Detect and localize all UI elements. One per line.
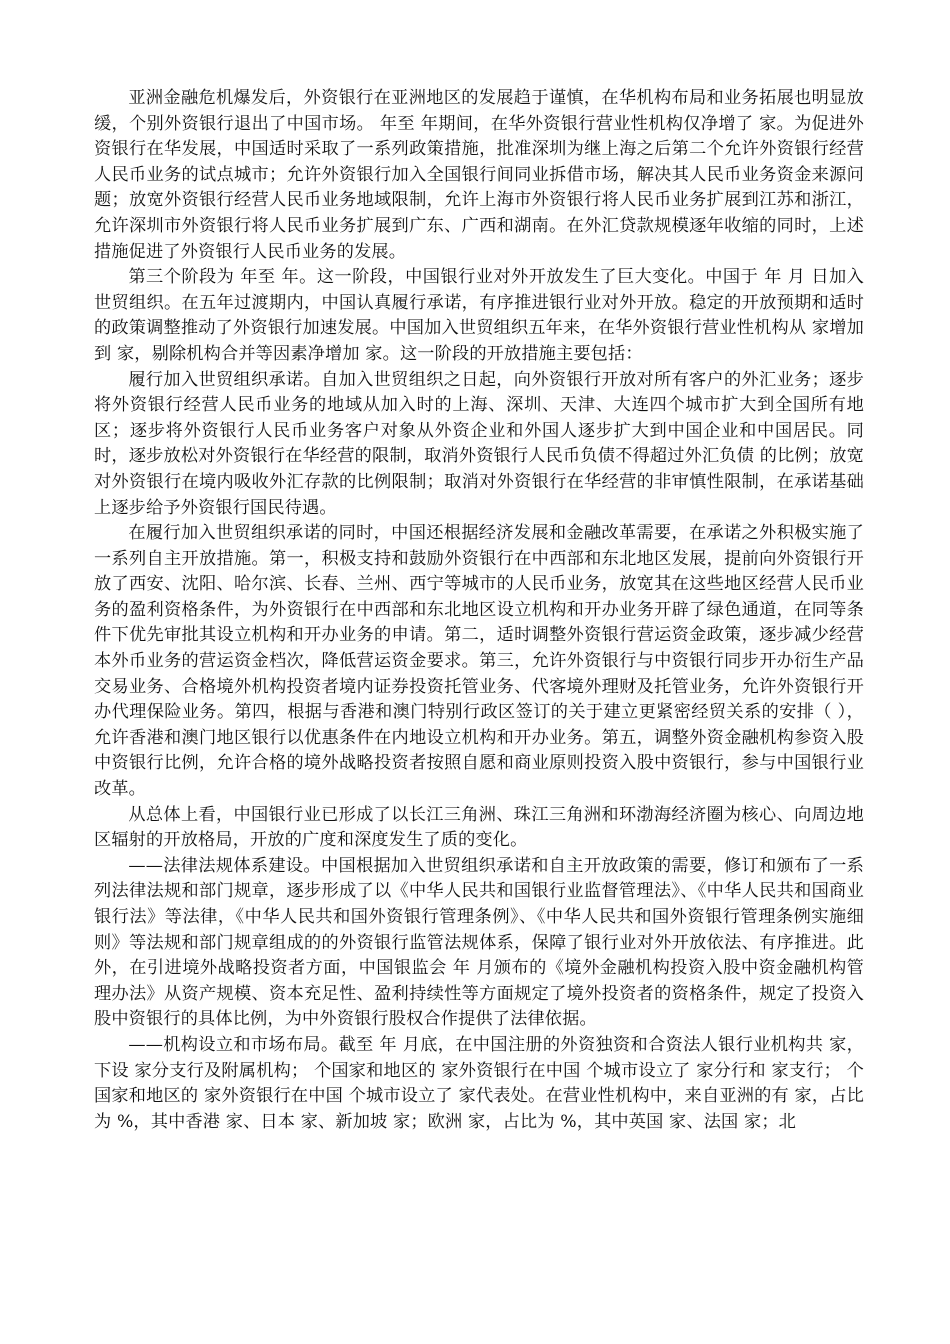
paragraph-legal-framework: ——法律法规体系建设。中国根据加入世贸组织承诺和自主开放政策的需要，修订和颁布了一系列法律法规和部门规章，逐步形成了以《中华人民共和国银行业监督管理法》、《中华人民共和国商业银行法》等法律，《中华人民共和国外资银行管理条例》、《中华人民共和国外资银行管理条例实施细则》等法规和部门规章组成的的外资银行监管法规体系，保障了银行业对外开放依法、有序推进。此外，在引进境外战略投资者方面，中国银监会 年 月颁布的《境外金融机构投资入股中资金融机构管理办法》从资产规模、资本充足性、盈利持续性等方面规定了境外投资者的资格条件，规定了投资入股中资银行的具体比例，为中外资银行股权合作提供了法律依据。 (94, 855, 864, 1030)
paragraph-wto-commitments: 履行加入世贸组织承诺。自加入世贸组织之日起，向外资银行开放对所有客户的外汇业务；逐步将外资银行经营人民币业务的地域从加入时的上海、深圳、天津、大连四个城市扩大到全国所有地区；逐步将外资银行人民币业务客户对象从外资企业和外国人逐步扩大到中国企业和中国居民。同时，逐步放松对外资银行在华经营的限制，取消外资银行人民币负债不得超过外汇负债 的比例；放宽对外资银行在境内吸收外汇存款的比例限制；取消对外资银行在华经营的非审慎性限制，在承诺基础上逐步给予外资银行国民待遇。 (94, 369, 864, 518)
paragraph-autonomous-measures: 在履行加入世贸组织承诺的同时，中国还根据经济发展和金融改革需要，在承诺之外积极实施了一系列自主开放措施。第一，积极支持和鼓励外资银行在中西部和东北地区发展，提前向外资银行开放了西安、沈阳、哈尔滨、长春、兰州、西宁等城市的人民币业务，放宽其在这些地区经营人民币业务的盈利资格条件，为外资银行在中西部和东北地区设立机构和开办业务开辟了绿色通道，在同等条件下优先审批其设立机构和开办业务的申请。第二，适时调整外资银行营运资金政策，逐步减少经营本外币业务的营运资金档次，降低营运资金要求。第三，允许外资银行与中资银行同步开办衍生产品交易业务、合格境外机构投资者境内证券投资托管业务、代客境外理财及托管业务，允许外资银行开办代理保险业务。第四，根据与香港和澳门特别行政区签订的关于建立更紧密经贸关系的安排（ ），允许香港和澳门地区银行以优惠条件在内地设立机构和开办业务。第五，调整外资金融机构参资入股中资银行比例，允许合格的境外战略投资者按照自愿和商业原则投资入股中资银行，参与中国银行业改革。 (94, 523, 864, 800)
paragraph-asian-crisis: 亚洲金融危机爆发后，外资银行在亚洲地区的发展趋于谨慎，在华机构布局和业务拓展也明显放缓，个别外资银行退出了中国市场。 年至 年期间，在华外资银行营业性机构仅净增了 家。为促进外资银行在华发展，中国适时采取了一系列政策措施，批准深圳为继上海之后第二个允许外资银行经营人民币业务的试点城市；允许外资银行加入全国银行间同业拆借市场，解决其人民币业务资金来源问题；放宽外资银行经营人民币业务地域限制，允许上海市外资银行将人民币业务扩展到江苏和浙江，允许深圳市外资银行将人民币业务扩展到广东、广西和湖南。在外汇贷款规模逐年收缩的同时，上述措施促进了外资银行人民币业务的发展。 (94, 88, 864, 262)
document-page (94, 86, 864, 1135)
paragraph-third-stage: 第三个阶段为 年至 年。这一阶段，中国银行业对外开放发生了巨大变化。中国于 年 月 日加入世贸组织。在五年过渡期内，中国认真履行承诺，有序推进银行业对外开放。稳定的开放预期和适时的政策调整推动了外资银行加速发展。中国加入世贸组织五年来，在华外资银行营业性机构从 家增加到 家，剔除机构合并等因素净增加 家。这一阶段的开放措施主要包括： (94, 267, 864, 364)
paragraph-overall: 从总体上看，中国银行业已形成了以长江三角洲、珠江三角洲和环渤海经济圈为核心、向周边地区辐射的开放格局，开放的广度和深度发生了质的变化。 (94, 804, 864, 851)
paragraph-institutions: ——机构设立和市场布局。截至 年 月底，在中国注册的外资独资和合资法人银行业机构共 家，下设 家分支行及附属机构； 个国家和地区的 家外资银行在中国 个城市设立了 家分行和 家支行； 个国家和地区的 家外资银行在中国 个城市设立了 家代表处。在营业性机构中，来自亚洲的有 家，占比为 %，其中香港 家、日本 家、新加坡 家；欧洲 家，占比为 %，其中英国 家、法国 家；北 (94, 1034, 864, 1132)
